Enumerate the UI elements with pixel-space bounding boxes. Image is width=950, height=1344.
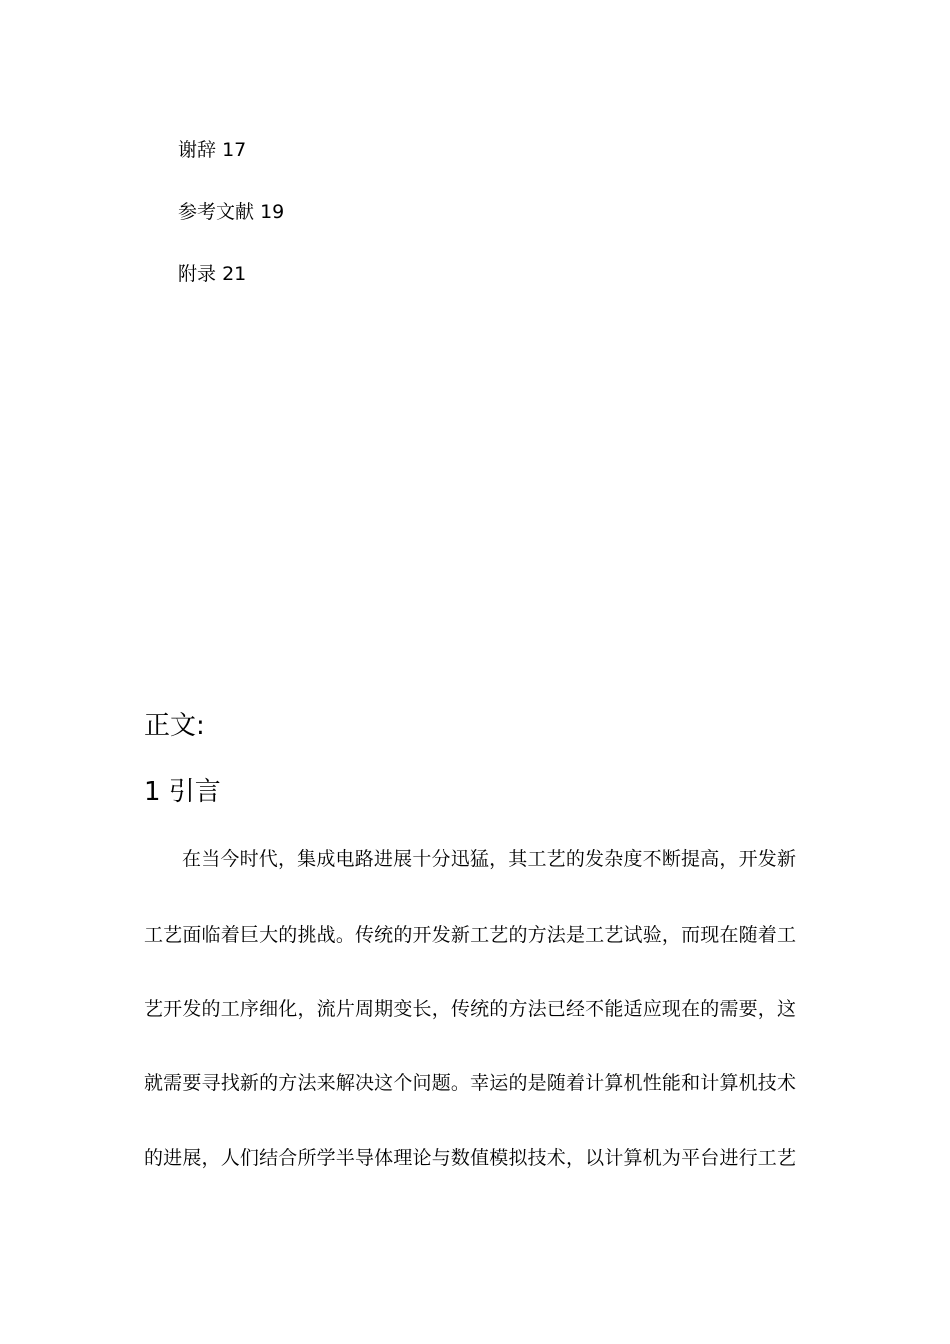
paragraph-line: 在当今时代，集成电路进展十分迅猛，其工艺的发杂度不断提高，开发新 — [182, 848, 796, 870]
toc-entry-page: 17 — [222, 139, 247, 161]
toc-entry-acknowledgements — [178, 138, 246, 162]
toc-entry-title: 参考文献 — [178, 201, 255, 223]
toc-entry-references — [178, 200, 284, 224]
chapter-heading: 1 引言 — [144, 777, 221, 807]
section-label: 正文: — [144, 711, 205, 741]
toc-entry-title: 附录 — [178, 263, 217, 285]
paragraph-line: 工艺面临着巨大的挑战。传统的开发新工艺的方法是工艺试验，而现在随着工 — [144, 924, 796, 946]
toc-entry-appendix — [178, 262, 246, 286]
paragraph-line: 就需要寻找新的方法来解决这个问题。幸运的是随着计算机性能和计算机技术 — [144, 1072, 796, 1094]
paragraph-line: 艺开发的工序细化，流片周期变长，传统的方法已经不能适应现在的需要，这 — [144, 998, 796, 1020]
toc-entry-page: 19 — [260, 201, 285, 223]
paragraph-line: 的进展，人们结合所学半导体理论与数值模拟技术，以计算机为平台进行工艺 — [144, 1147, 796, 1169]
toc-entry-page: 21 — [222, 263, 247, 285]
toc-entry-title: 谢辞 — [178, 139, 217, 161]
